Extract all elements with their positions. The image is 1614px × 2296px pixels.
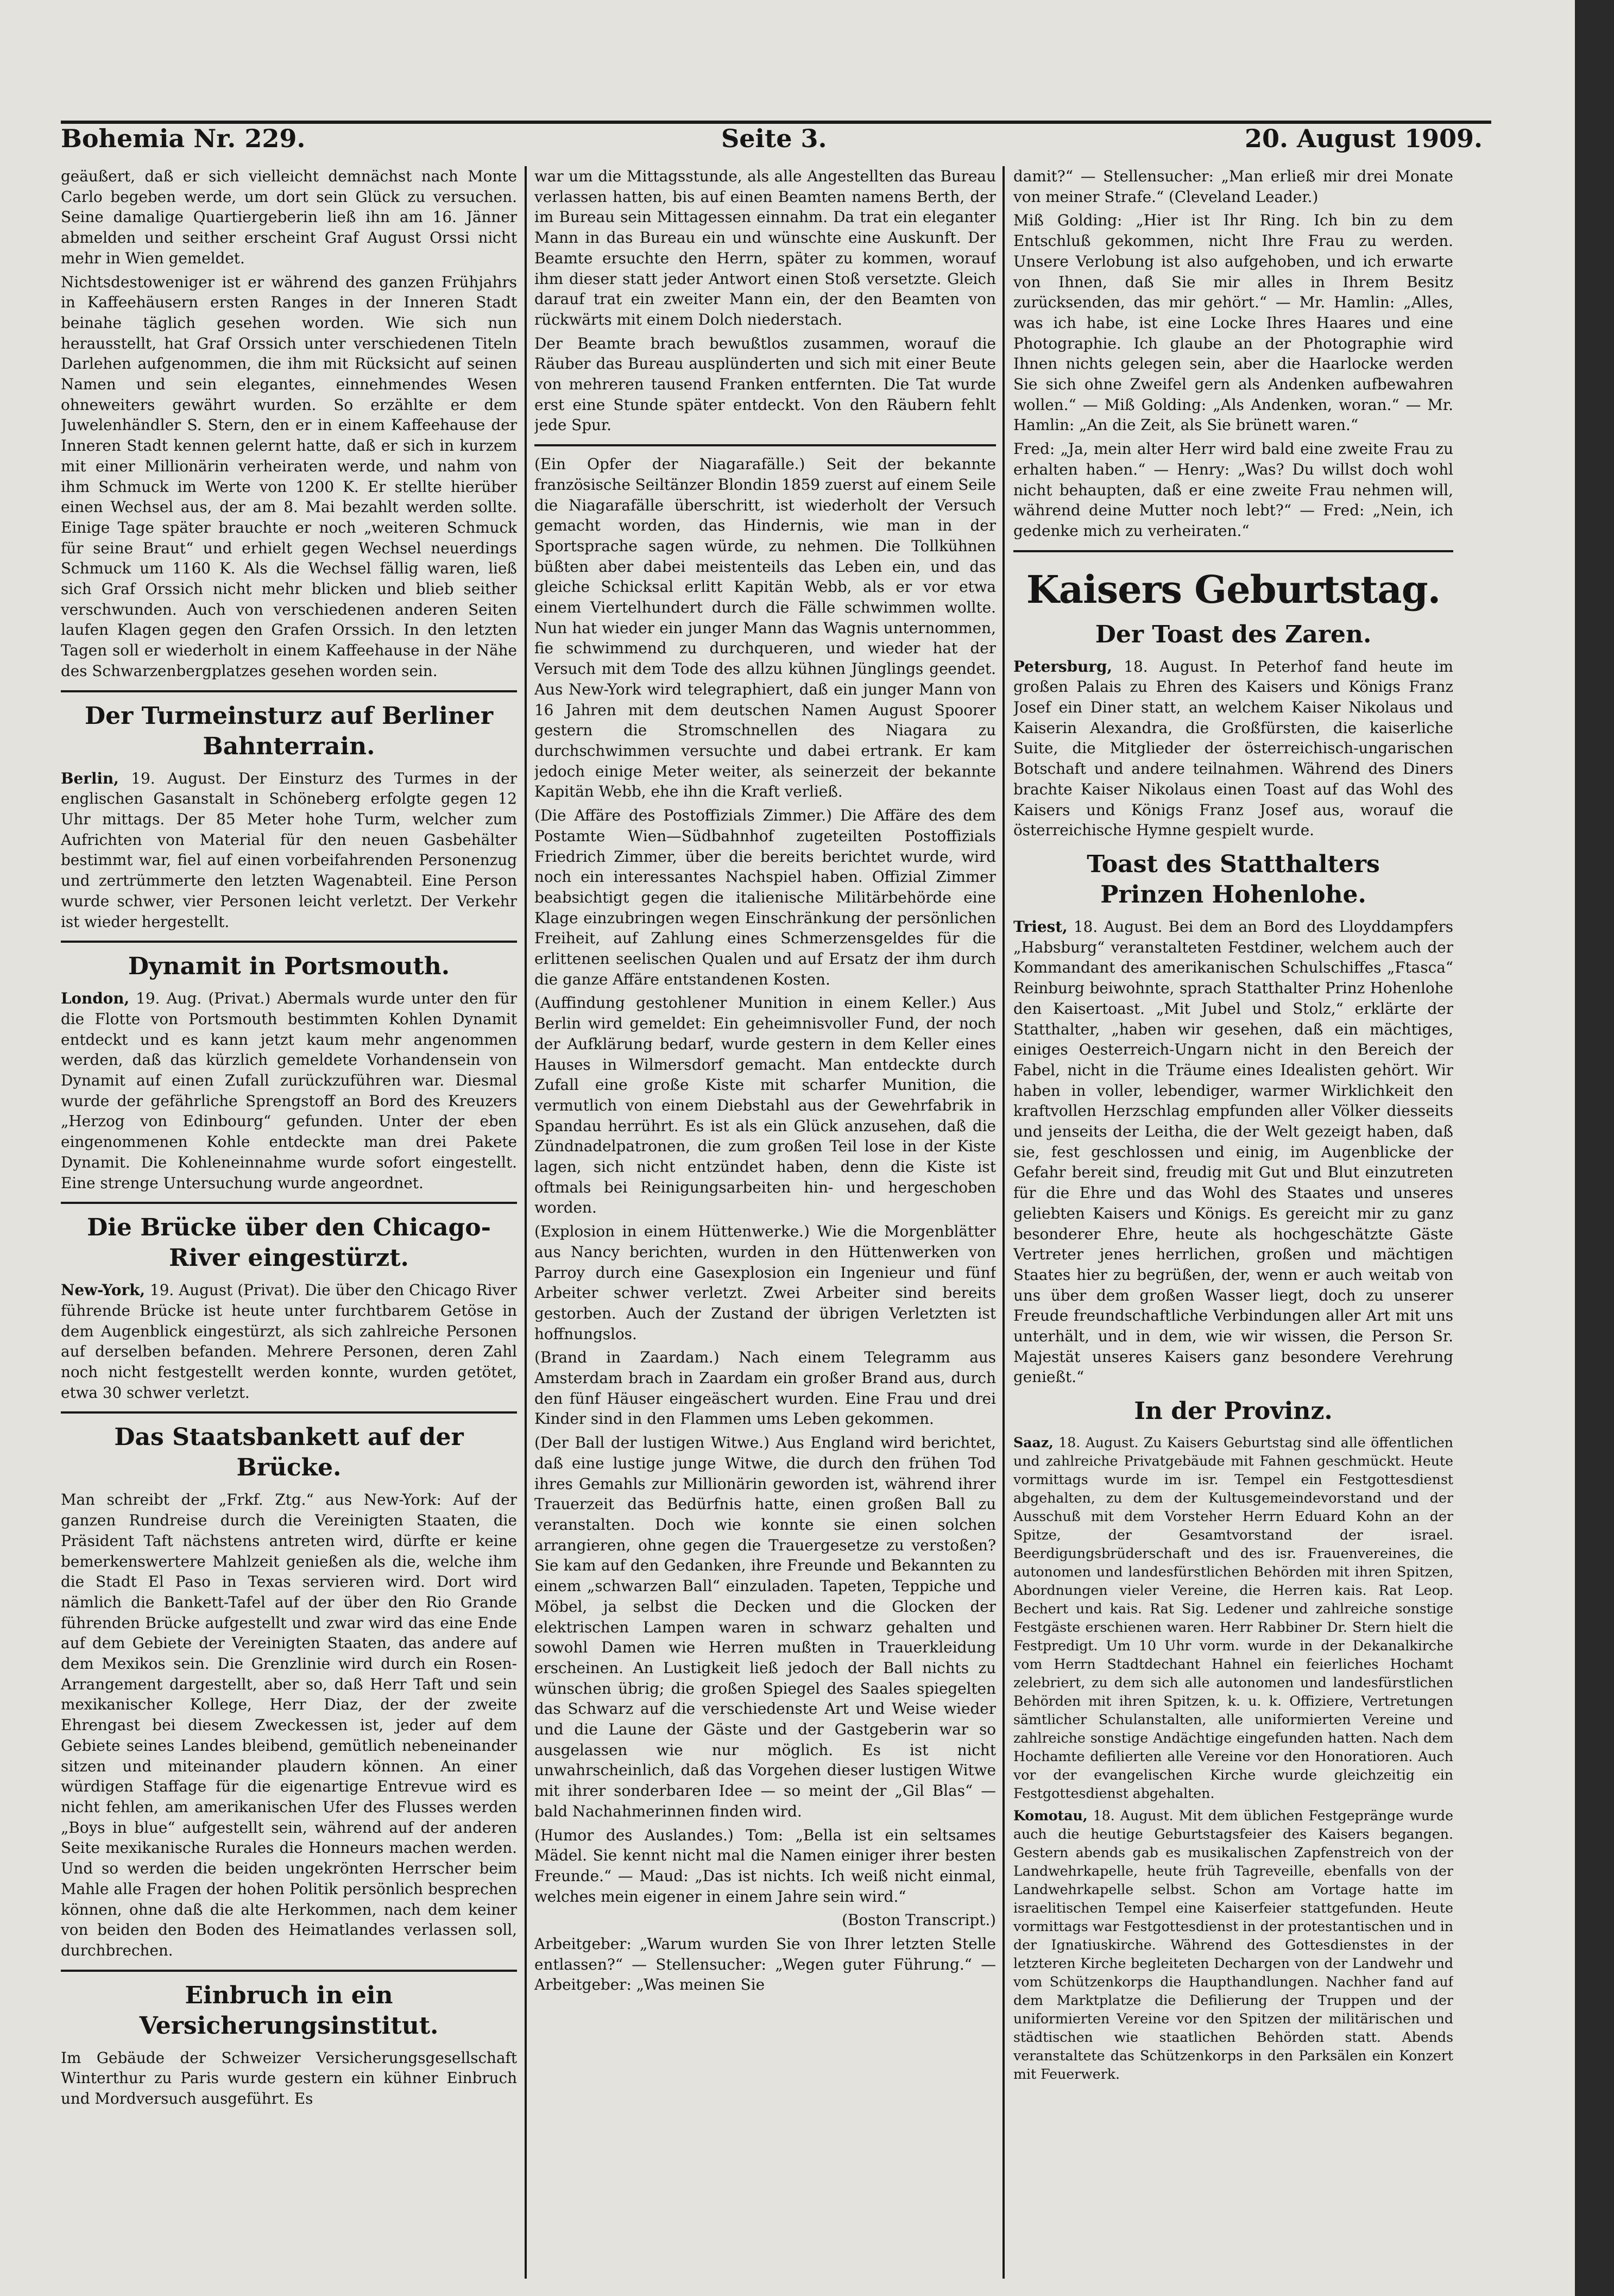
article-munition: (Auffindung gestohlener Munition in einem Keller.) Aus Berlin wird gemeldet: Ein geheimnisvoller Fund, der noch der Aufklärung bedarf, wurde gestern in dem Keller eines Hauses in Wilmersdorf gemacht. Man entdeckte durch Zufall eine große Kiste mit scharfer Munition, die vermutlich von einem Diebstahl aus der Gewehrfabrik in Spandau herrührt. Es ist als ein Glück anzusehen, daß die Zündnadelpatronen, die zum großen Teil lose in der Kiste lagen, sich nicht entzündet haben, denn die Kiste ist oftmals bei Reinigungsarbeiten hin- und hergeschoben worden. xyxy=(534,994,996,1217)
article-humor-cont: damit?“ — Stellensucher: „Man erließ mir drei Monate von meiner Strafe.“ (Cleveland Leader.) xyxy=(1013,167,1453,206)
column-3 xyxy=(1013,166,1453,2279)
separator xyxy=(61,941,517,943)
article-bankett: Man schreibt der „Frkf. Ztg.“ aus New-York: Auf der ganzen Rundreise durch die Vereinigten Staaten, die Präsident Taft nächstens antreten wird, dürfte er keine bemerkenswertere Mahlzeit genießen als die, welche ihm die Stadt El Paso in Texas servieren wird. Dort wird nämlich die Bankett-Tafel auf der über den Rio Grande führenden Brücke aufgestellt und zwar wird das eine Ende auf dem Gebiete der Vereinigten Staaten, das andere auf dem Mexikos sein. Die Grenzlinie wird durch ein Rosen-Arrangement dargestellt, aber so, daß Herr Taft und sein mexikanischer Kollege, Herr Diaz, der der zweite Ehrengast bei diesem Zweckessen ist, jeder auf dem Gebiete seines Landes bleibend, gemütlich nebeneinander sitzen und miteinander plaudern können. An einer würdigen Staffage für die eigenartige Entrevue wird es nicht fehlen, am amerikanischen Ufer des Flusses werden „Boys in blue“ aufgestellt sein, während auf der anderen Seite mexikanische Rurales die Honneurs machen werden. Und so werden die beiden ungekrönten Herrscher beim Mahle alle Fragen der hohen Politik persönlich besprechen können, ohne daß die alte Herkommen, nach dem keiner von beiden den Boden des Heimatlandes verlassen soll, durchbrechen. xyxy=(61,1491,517,1959)
article-zimmer: (Die Affäre des Postoffizials Zimmer.) Die Affäre des dem Postamte Wien—Südbahnhof zugeteilten Postoffizials Friedrich Zimmer, über die bereits berichtet wurde, wird noch ein interessantes Nachspiel haben. Offizial Zimmer beabsichtigt gegen die italienische Militärbehörde eine Klage einzubringen wegen Einschränkung der persönlichen Freiheit, auf Zahlung eines Schmerzensgeldes für die erlittenen seelischen Qualen und auf Ersatz der ihm durch die ganze Affäre entstandenen Kosten. xyxy=(534,806,996,988)
headline-hohenlohe: Prinzen Hohenlohe. xyxy=(1100,880,1366,909)
article-text: 18. August. Zu Kaisers Geburtstag sind alle öffentlichen und zahlreiche Privatgebäude mit Fahnen geschmückt. Heute vormittags wurde im isr. Tempel ein Festgottesdienst abgehalten, zu dem der Kultusgemeindevorstand und der Ausschuß mit dem Vorsteher Herrn Eduard Kohn an der Spitze, der Gesamtvorstand der israel. Beerdigungsbrüderschaft und des isr. Frauenvereines, die autonomen und landesfürstlichen Behörden mit ihren Spitzen, Abordnungen vieler Vereine, die Herren kais. Rat Leop. Bechert und kais. Rat Sig. Ledener und zahlreiche sonstige Festgäste erschienen waren. Herr Rabbiner Dr. Stern hielt die Festpredigt. Um 10 Uhr vorm. wurde in der Dekanalkirche vom Herrn Stadtdechant Hahnel ein feierliches Hochamt zelebriert, zu dem sich alle autonomen und landesfürstlichen Behörden mit ihren Spitzen, k. u. k. Offiziere, Vertretungen sämtlicher Schulanstalten, alle uniformierten Vereine und zahlreiche sonstige Andächtige eingefunden hatten. Nach dem Hochamte defilierten alle Vereine vor den Honoratioren. Auch vor der evangelischen Kirche wurde gleichzeitig ein Festgottesdienst abgehalten. xyxy=(1013,1435,1453,1802)
article-text: 18. August. Mit dem üblichen Festgepränge wurde auch die heutige Geburtstagsfeier des Kaisers begangen. Gestern abends gab es musikalischen Zapfenstreich von der Landwehrkapelle, heute früh Tagreveille, ebenfalls von der Landwehrkapelle selbst. Schon am Vortage hatte im israelitischen Tempel eine Kaiserfeier stattgefunden. Heute vormittags war Festgottesdienst in der protestantischen und in der Ignatiuskirche. Während des Gottesdienstes in der letzteren Kirche begleiteten Dechargen von der Landwehr und vom Schützenkorps die Haupthandlungen. Nachher fand auf dem Marktplatze die Defilierung der Truppen und der uniformierten Vereine vor den Spitzen der militärischen und städtischen wie staatlichen Behörden statt. Abends veranstaltete das Schützenkorps in den Parksälen ein Konzert mit Feuerwerk. xyxy=(1013,1808,1453,2083)
headline-statthalter: Toast des Statthalters xyxy=(1087,850,1380,878)
scan-edge xyxy=(1575,0,1614,2296)
article-saaz xyxy=(1013,1433,1453,1803)
masthead-rule xyxy=(61,121,1491,124)
masthead-issue: Bohemia Nr. 229. xyxy=(61,124,306,153)
headline-dynamit: Dynamit in Portsmouth. xyxy=(128,953,450,981)
article-toast-zaren xyxy=(1013,657,1453,841)
article-brand: (Brand in Zaardam.) Nach einem Telegramm aus Amsterdam brach in Zaardam ein großer Brand aus, durch den fünf Häuser eingeäschert wurden. Eine Frau und drei Kinder sind in den Flammen ums Leben gekommen. xyxy=(534,1348,996,1428)
separator xyxy=(61,1202,517,1204)
dateline: London, xyxy=(61,989,130,1008)
separator xyxy=(1013,550,1453,552)
article-text: 19. August (Privat). Die über den Chicago River führende Brücke ist heute unter furchtbarem Getöse in dem Augenblick eingestürzt, als sich zahlreiche Personen auf derselben befanden. Mehrere Personen, deren Zahl noch nicht festgestellt werden konnte, wurden getötet, etwa 30 schwer verletzt. xyxy=(61,1281,517,1402)
article-dynamit xyxy=(61,988,517,1193)
column-2 xyxy=(534,166,996,2279)
article-text: 19. Aug. (Privat.) Abermals wurde unter den für die Flotte von Portsmouth bestimmten Kohlen Dynamit entdeckt und es kann jetzt kaum mehr angenommen werden, daß das kürzlich gemeldete Vorhandensein von Dynamit auf einen Zufall zurückzuführen war. Diesmal wurde der gefährliche Sprengstoff an Bord des Kreuzers „Herzog von Edinbourg“ gefunden. Unter der eben eingenommenen Kohle entdeckte man drei Pakete Dynamit. Die Kohleneinnahme wurde sofort eingestellt. Eine strenge Untersuchung wurde angeordnet. xyxy=(61,989,517,1192)
column-rule-1 xyxy=(525,166,527,2279)
dateline: Petersburg, xyxy=(1013,657,1113,676)
article-text: 19. August. Der Einsturz des Turmes in der englischen Gasanstalt in Schöneberg erfolgte gegen 12 Uhr mittags. Der 85 Meter hohe Turm, welcher zum Aufrichten von Material für den neuen Gasbehälter bestimmt war, fiel auf einen vorbeifahrenden Personenzug und zertrümmerte den letzten Wagenabteil. Eine Person wurde schwer, vier Personen leicht verletzt. Der Verkehr ist wieder hergestellt. xyxy=(61,769,517,931)
separator xyxy=(61,1411,517,1414)
article-einbruch: Im Gebäude der Schweizer Versicherungsgesellschaft Winterthur zu Paris wurde gestern ein kühner Einbruch und Mordversuch ausgeführt. Es xyxy=(61,2048,517,2108)
article-text: 18. August. Bei dem an Bord des Lloyddampfers „Habsburg“ veranstalteten Festdiner, welchem auch der Kommandant des amerikanischen Schulschiffes „Ftasca“ Reinburg beiwohnte, sprach Statthalter Prinz Hohenlohe den Kaisertoast. „Mit Jubel und Stolz,“ erklärte der Statthalter, „haben wir gesehen, daß ein mächtiges, einiges Oesterreich-Ungarn nicht in den Bereich der Fabel, nicht in die Träume eines Idealisten gehört. Wir haben in voller, lebendiger, warmer Wirklichkeit den kraftvollen Herzschlag empfunden aller Völker diesseits und jenseits der Leitha, die der Welt gezeigt haben, daß sie, fest geschlossen und einig, im Augenblicke der Gefahr bereit sind, freudig mit Gut und Blut einzutreten für die Ehre und das Wohl des Staates und unseres geliebten Kaisers und Königs. Es gereicht mir zu ganz besonderer Ehre, heute als hochgeschätzte Gäste Vertreter jenes herrlichen, großen und mächtigen Staates hier zu begrüßen, der, wenn er auch weitab von uns über dem großen Wasser liegt, doch zu unserer Freude freundschaftliche Verbindungen aller Art mit uns unterhält, und in dem, wie wir wissen, die Person Sr. Majestät unseres Kaisers ganz besondere Verehrung genießt.“ xyxy=(1013,917,1453,1386)
dateline: Triest, xyxy=(1013,917,1068,936)
article-fred: Fred: „Ja, mein alter Herr wird bald eine zweite Frau zu erhalten haben.“ — Henry: „Was? Du willst doch wohl nicht behaupten, daß er eine zweite Frau nehmen will, während deine Mutter noch lebt?“ — Fred: „Nein, ich gedenke mich zu verheiraten.“ xyxy=(1013,440,1453,540)
separator xyxy=(61,690,517,692)
dateline: Komotau, xyxy=(1013,1807,1088,1824)
article-turmeinsturz xyxy=(61,768,517,932)
separator xyxy=(61,1970,517,1972)
headline-chicago: Die Brücke über den Chicago-River eingestürzt. xyxy=(87,1214,491,1272)
headline-bankett: Das Staatsbankett auf der Brücke. xyxy=(114,1423,464,1482)
article-text: 18. August. In Peterhof fand heute im großen Palais zu Ehren des Kaisers und Königs Franz Josef ein Diner statt, an welchem Kaiser Nikolaus und Kaiserin Alexandra, die Großfürsten, die kaiserliche Suite, die Mitglieder der österreichisch-ungarischen Botschaft und andere teilnahmen. Während des Diners brachte Kaiser Nikolaus einen Toast auf das Wohl des Kaisers und Königs Franz Josef aus, worauf die österreichische Hymne gespielt wurde. xyxy=(1013,657,1453,840)
article-humor: (Humor des Auslandes.) Tom: „Bella ist ein seltsames Mädel. Sie kennt nicht mal die Namen einiger ihrer besten Freunde.“ — Maud: „Das ist nichts. Ich weiß nicht einmal, welches mein eigener in einem Jahre sein wird.“ xyxy=(534,1826,996,1906)
article-komotau xyxy=(1013,1806,1453,2084)
dateline: New-York, xyxy=(61,1281,146,1300)
article-witwe: (Der Ball der lustigen Witwe.) Aus England wird berichtet, daß eine lustige junge Witwe, die durch den frühen Tod ihres Gemahls zur Millionärin geworden ist, während ihrer Trauerzeit das Bedürfnis hatte, einen großen Ball zu veranstalten. Doch wie konnte sie einen solchen arrangieren, ohne gegen die Trauergesetze zu verstoßen? Sie kam auf den Gedanken, ihre Freunde und Bekannten zu einem „schwarzen Ball“ einzuladen. Tapeten, Teppiche und Möbel, ja selbst die Decken und die Glocken der elektrischen Lampen waren in schwarz gehalten und sowohl Damen wie Herren mußten in Trauerkleidung erscheinen. An Lustigkeit ließ jedoch der Ball nichts zu wünschen übrig; die großen Spiegel des Saales spiegelten das Schwarz auf die verschiedenste Art und Weise wieder und die Laune der Gäste und der Gastgeberin war so ausgelassen wie nur möglich. Es ist nicht unwahrscheinlich, daß das Vorgehen dieser lustigen Witwe mit ihrer sonderbaren Idee — so meint der „Gil Blas“ — bald Nachahmerinnen finden wird. xyxy=(534,1434,996,1820)
article-orssich-p2: Nichtsdestoweniger ist er während des ganzen Frühjahrs in Kaffeehäusern ersten Ranges in der Inneren Stadt beinahe täglich gesehen worden. Wie sich nun herausstellt, hat Graf Orssich unter verschiedenen Titeln Darlehen aufgenommen, die ihm mit Rücksicht auf seinen Namen und sein elegantes, einnehmendes Wesen ohneweiters gewährt wurden. So erzählte er dem Juwelenhändler S. Stern, den er in einem Kaffeehause der Inneren Stadt kennen gelernt hatte, daß er sich in kurzem mit einer Millionärin verheiraten werde, und nahm von ihm Schmuck im Werte von 1200 K. Er stellte hierüber einen Wechsel aus, der am 8. Mai bezahlt werden sollte. Einige Tage später brauchte er noch „weiteren Schmuck für seine Braut“ und erhielt gegen Wechsel neuerdings Schmuck um 1160 K. Als die Wechsel fällig waren, ließ sich Graf Orssich nicht mehr blicken und blieb seither verschwunden. Auch von verschiedenen anderen Seiten laufen Klagen gegen den Grafen Orssich. In den letzten Tagen soll er wiederholt in einem Kaffeehause in der Nähe des Schwarzenbergplatzes gesehen worden sein. xyxy=(61,273,517,680)
headline-einbruch: Einbruch in ein Versicherungsinstitut. xyxy=(139,1981,439,2040)
masthead-page: Seite 3. xyxy=(721,124,827,153)
article-niagara: (Ein Opfer der Niagarafälle.) Seit der bekannte französische Seiltänzer Blondin 1859 zuerst auf einem Seile die Niagarafälle überschritt, ist wiederholt der Versuch gemacht worden, das Hindernis, wie man in der Sportsprache sagen würde, zu nehmen. Die Tollkühnen büßten aber dabei meistenteils das Leben ein, und das gleiche Schicksal erlitt Kapitän Webb, als er vor etwa einem Viertelhundert durch die Fälle schwimmen wollte. Nun hat wieder ein junger Mann das Wagnis unternommen, fie schwimmend zu durchqueren, und wieder hat der Versuch mit dem Tode des allzu kühnen Jünglings geendet. Aus New-York wird telegraphiert, daß ein junger Mann von 16 Jahren mit dem deutschen Namen August Spoorer gestern die Stromschnellen des Niagara zu durchschwimmen versuchte und dabei ertrank. Er kam jedoch einige Meter weiter, als seinerzeit der bekannte Kapitän Webb, ehe ihn die Kraft verließ. xyxy=(534,455,996,801)
headline-kaisers-geburtstag: Kaisers Geburtstag. xyxy=(1026,566,1441,612)
separator xyxy=(534,444,996,446)
dateline: Saaz, xyxy=(1013,1434,1054,1451)
headline-provinz: In der Provinz. xyxy=(1134,1397,1333,1425)
article-triest xyxy=(1013,917,1453,1387)
article-arbeitgeber: Arbeitgeber: „Warum wurden Sie von Ihrer letzten Stelle entlassen?“ — Stellensucher: „Wegen guter Führung.“ — Arbeitgeber: „Was meinen Sie xyxy=(534,1935,996,1994)
article-explosion: (Explosion in einem Hüttenwerke.) Wie die Morgenblätter aus Nancy berichten, wurden in den Hüttenwerken von Parroy durch eine Gasexplosion ein Ingenieur und fünf Arbeiter schwer verletzt. Zwei Arbeiter sind bereits gestorben. Auch der Zustand der übrigen Verletzten ist hoffnungslos. xyxy=(534,1222,996,1343)
article-orssich-end: geäußert, daß er sich vielleicht demnächst nach Monte Carlo begeben werde, um dort sein Glück zu versuchen. Seine damalige Quartiergeberin ließ ihn am 16. Jänner abmelden und seither erscheint Graf August Orssi nicht mehr in Wien gemeldet. xyxy=(61,167,517,267)
column-1 xyxy=(61,166,517,2279)
article-einbruch-cont2: Der Beamte brach bewußtlos zusammen, worauf die Räuber das Bureau ausplünderten und sich mit einer Beute von mehreren tausend Franken entfernten. Die Tat wurde erst eine Stunde später entdeckt. Von den Räubern fehlt jede Spur. xyxy=(534,334,996,434)
headline-toast-zaren: Der Toast des Zaren. xyxy=(1095,620,1372,648)
headline-turmeinsturz: Der Turmeinsturz auf Berliner Bahnterrain. xyxy=(84,702,494,760)
article-golding: Miß Golding: „Hier ist Ihr Ring. Ich bin zu dem Entschluß gekommen, nicht Ihre Frau zu werden. Unsere Verlobung ist also aufgehoben, und ich erwarte von Ihnen, daß Sie mir alles in Ihrem Besitz zurücksenden, das mir gehört.“ — Mr. Hamlin: „Alles, was ich habe, ist eine Locke Ihres Haares und eine Photographie. Ich glaube an der Photographie wird Ihnen nichts gelegen sein, aber die Haarlocke werden Sie sich ohne Zweifel gern als Andenken aufbewahren wollen.“ — Miß Golding: „Als Andenken, woran.“ — Mr. Hamlin: „An die Zeit, als Sie brünett waren.“ xyxy=(1013,211,1453,434)
humor-source: (Boston Transcript.) xyxy=(842,1911,996,1929)
masthead-date: 20. August 1909. xyxy=(1245,124,1483,153)
article-einbruch-cont: war um die Mittagsstunde, als alle Angestellten das Bureau verlassen hatten, bis auf einen Beamten namens Berth, der im Bureau sein Mittagessen einnahm. Da trat ein eleganter Mann in das Bureau ein und wünschte eine Auskunft. Der Beamte ersuchte den Herrn, später zu kommen, worauf ihm dieser statt jeder Antwort einen Stoß versetzte. Gleich darauf trat ein zweiter Mann ein, der den Beamten von rückwärts mit einem Dolch niederstach. xyxy=(534,167,996,329)
article-chicago xyxy=(61,1280,517,1403)
column-rule-2 xyxy=(1003,166,1005,2279)
dateline: Berlin, xyxy=(61,769,119,787)
